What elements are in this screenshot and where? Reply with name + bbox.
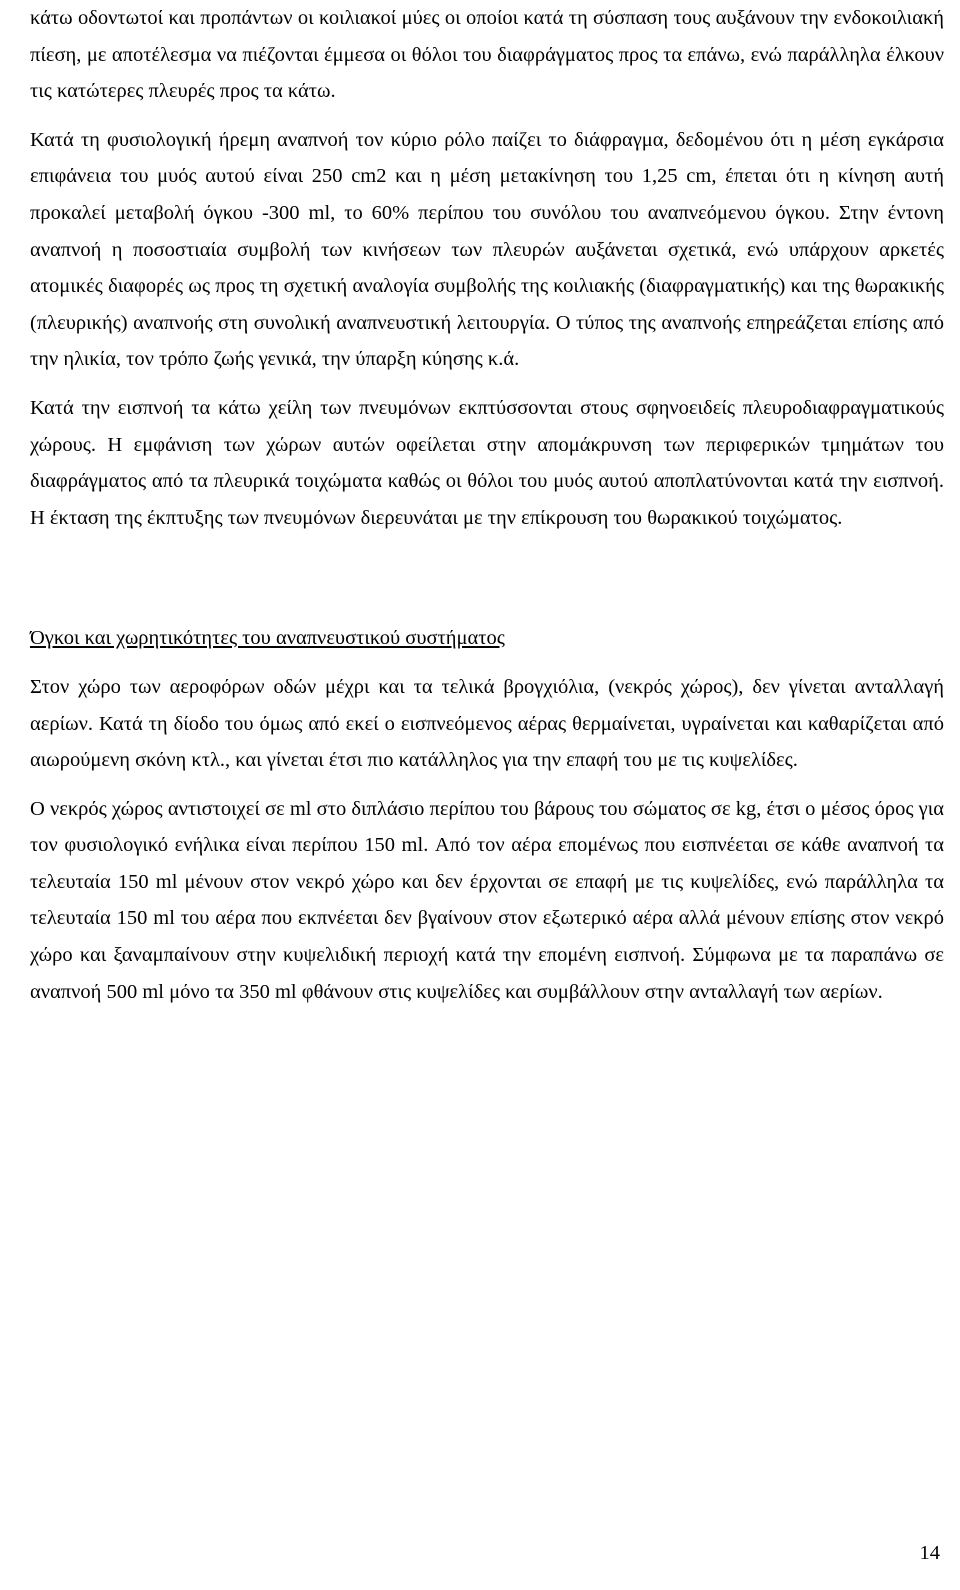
paragraph-dead-space: Στον χώρο των αεροφόρων οδών μέχρι και τα τελικά βρογχιόλια, (νεκρός χώρος), δεν γίνεται ανταλλαγή αερίων. Κατά τη δίοδο του όμως από εκεί ο εισπνεόμενος αέρας θερμαίνεται, υγραίνεται και καθαρίζεται από αιωρούμενη σκόνη κτλ., και γίνεται έτσι πιο κατάλληλος για την επαφή του με τις κυψελίδες. bbox=[30, 675, 944, 772]
document-page bbox=[30, 0, 944, 1010]
paragraph-dead-space-volume: Ο νεκρός χώρος αντιστοιχεί σε ml στο διπλάσιο περίπου του βάρους του σώματος σε kg, έτσι ο μέσος όρος για τον φυσιολογικό ενήλικα είναι περίπου 150 ml. Από τον αέρα επομένως που εισπνέεται σε κάθε αναπνοή τα τελευταία 150 ml μένουν στον νεκρό χώρο και δεν έρχονται σε επαφή με τις κυψελίδες, ενώ παράλληλα τα τελευταία 150 ml του αέρα που εκπνέεται δεν βγαίνουν στον εξωτερικό αέρα αλλά μένουν επίσης στον νεκρό χώρο και ξαναμπαίνουν στην κυψελιδική περιοχή κατά την επομένη εισπνοή. Σύμφωνα με τα παραπάνω σε αναπνοή 500 ml μόνο τα 350 ml φθάνουν στις κυψελίδες και συμβάλλουν στην ανταλλαγή των αερίων. bbox=[30, 797, 944, 1003]
page-number: 14 bbox=[919, 1542, 940, 1564]
paragraph-diaphragm-expiration: κάτω οδοντωτοί και προπάντων οι κοιλιακοί μύες οι οποίοι κατά τη σύσπαση τους αυξάνουν την ενδοκοιλιακή πίεση, με αποτέλεσμα να πιέζονται έμμεσα οι θόλοι του διαφράγματος προς τα επάνω, ενώ παράλληλα έλκουν τις κατώτερες πλευρές προς τα κάτω. bbox=[30, 7, 944, 103]
section-heading: Όγκοι και χωρητικότητες του αναπνευστικού συστήματος bbox=[30, 627, 505, 650]
paragraph-inspiration-lungs: Κατά την εισπνοή τα κάτω χείλη των πνευμόνων εκπτύσσονται στους σφηνοειδείς πλευροδιαφραγματικούς χώρους. Η εμφάνιση των χώρων αυτών οφείλεται στην απομάκρυνση των περιφερικών τμημάτων του διαφράγματος από τα πλευρικά τοιχώματα καθώς οι θόλοι του μυός αυτού αποπλατύνονται κατά την εισπνοή. Η έκταση της έκπτυξης των πνευμόνων διερευνάται με την επίκρουση του θωρακικού τοιχώματος. bbox=[30, 396, 944, 529]
paragraph-quiet-breathing: Κατά τη φυσιολογική ήρεμη αναπνοή τον κύριο ρόλο παίζει το διάφραγμα, δεδομένου ότι η μέση εγκάρσια επιφάνεια του μυός αυτού είναι 250 cm2 και η μέση μετακίνηση του 1,25 cm, έπεται ότι η κίνηση αυτή προκαλεί μεταβολή όγκου -300 ml, το 60% περίπου του συνόλου του αναπνεόμενου όγκου. Στην έντονη αναπνοή η ποσοστιαία συμβολή των κινήσεων των πλευρών αυξάνεται σχετικά, ενώ υπάρχουν αρκετές ατομικές διαφορές ως προς τη σχετική αναλογία συμβολής της κοιλιακής (διαφραγματικής) και της θωρακικής (πλευρικής) αναπνοής στη συνολική αναπνευστική λειτουργία. Ο τύπος της αναπνοής επηρεάζεται επίσης από την ηλικία, τον τρόπο ζωής γενικά, την ύπαρξη κύησης κ.ά. bbox=[30, 128, 944, 371]
